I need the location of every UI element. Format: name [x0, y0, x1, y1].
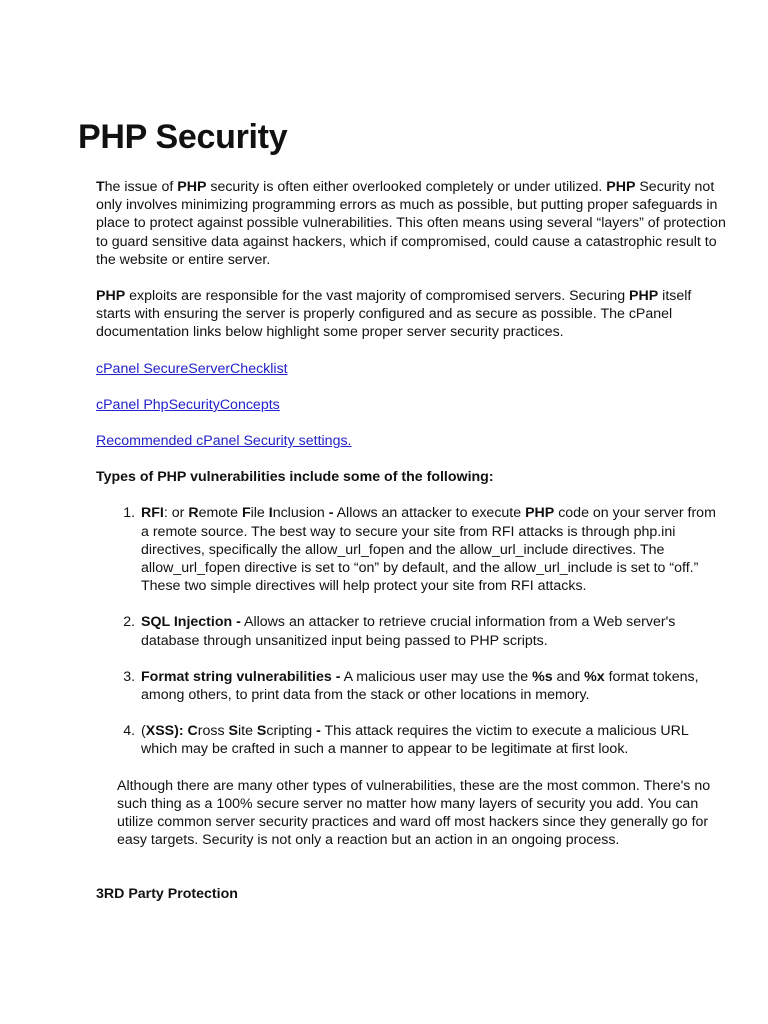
vulnerabilities-heading: Types of PHP vulnerabilities include some of the following:: [96, 469, 494, 486]
link-recommended-security-settings[interactable]: Recommended cPanel Security settings.: [96, 433, 352, 450]
document-body: [96, 178, 726, 904]
page-title: PHP Security: [78, 118, 288, 156]
list-item-rfi: 1. RFI: or Remote File Inclusion - Allows an attacker to execute PHP code on your server from a remote source. The best way to secure your site from RFI attacks is through php.ini directives, specifically the allow_url_fopen and the allow_url_include directives. The allow_url_fopen directive is set to “on” by default, and the allow_url_include is set to “off.” These two simple directives will help protect your site from RFI attacks.: [139, 504, 726, 595]
link-secure-server-checklist-row: [96, 360, 726, 396]
link-php-security-concepts-row: [96, 396, 726, 432]
link-recommended-security-settings-row: [96, 432, 726, 468]
intro-paragraph: The issue of PHP security is often either overlooked completely or under utilized. PHP Security not only involves minimizing programming errors as much as possible, but putting proper safeguards in place to protect against possible vulnerabilities. This often means using several “layers” of protection to guard sensitive data against hackers, which if compromised, could cause a catastrophic result to the website or entire server.: [96, 179, 726, 268]
list-item-format-string: 3. Format string vulnerabilities - A malicious user may use the %s and %x format tokens, among others, to print data from the stack or other locations in memory.: [139, 668, 726, 704]
closing-paragraph: Although there are many other types of vulnerabilities, these are the most common. There's no such thing as a 100% secure server no matter how many layers of security you add. You can utilize common server security practices and ward off most hackers since they generally go for easy targets. Security is not only a reaction but an action in an ongoing process.: [117, 777, 711, 849]
php-exploits-paragraph: PHP exploits are responsible for the vast majority of compromised servers. Securing PHP itself starts with ensuring the server is properly configured and as secure as possible. The cPanel documentation links below highlight some proper server security practices.: [96, 288, 692, 341]
link-php-security-concepts[interactable]: cPanel PhpSecurityConcepts: [96, 396, 280, 413]
third-party-heading: 3RD Party Protection: [96, 886, 238, 903]
list-item-sql-injection: 2. SQL Injection - Allows an attacker to retrieve crucial information from a Web server's database through unsanitized input being passed to PHP scripts.: [139, 613, 726, 649]
vulnerability-list: [96, 504, 726, 758]
link-secure-server-checklist[interactable]: cPanel SecureServerChecklist: [96, 360, 288, 377]
list-item-xss: 4. (XSS): Cross Site Scripting - This attack requires the victim to execute a malicious URL which may be crafted in such a manner to appear to be legitimate at first look.: [139, 722, 726, 758]
